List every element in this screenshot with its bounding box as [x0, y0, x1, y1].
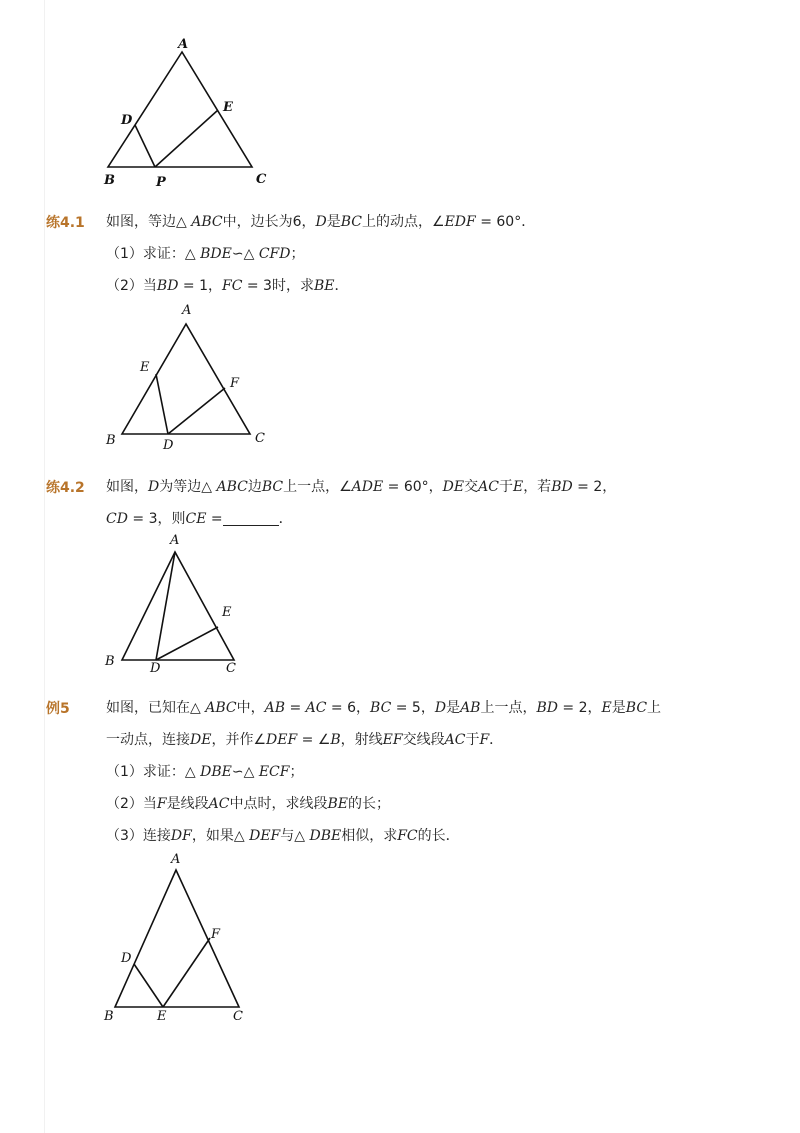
exercise-4-1-line-1	[106, 212, 535, 232]
text: 的长；	[347, 796, 390, 812]
label-b: B	[104, 1009, 114, 1024]
label-d: D	[150, 661, 161, 676]
exercise-4-2-line-2	[106, 509, 293, 529]
label-b: B	[105, 654, 115, 669]
text: （2）当	[106, 796, 157, 812]
figure-triangle-abc-de	[100, 530, 260, 675]
segment-de	[156, 627, 218, 660]
segment-dp	[135, 125, 155, 167]
text: = 1，	[178, 278, 222, 294]
label-e: E	[222, 605, 232, 620]
math: BE	[313, 278, 335, 294]
label-f: F	[230, 376, 240, 391]
math: ABC	[216, 479, 248, 495]
text: ．	[278, 511, 293, 527]
text: =	[285, 700, 306, 716]
label-p: P	[156, 175, 166, 190]
text: = 5，	[391, 700, 435, 716]
text: 上	[647, 700, 662, 716]
math: CE	[185, 511, 207, 527]
segment-ed	[156, 374, 168, 434]
math: ABC	[205, 700, 237, 716]
math: AB	[460, 700, 481, 716]
math: AC	[305, 700, 327, 716]
math: EDF	[444, 214, 476, 230]
triangle-abc	[122, 552, 234, 660]
text: ；	[290, 246, 305, 262]
math: F	[479, 732, 490, 748]
label-e: E	[140, 360, 150, 375]
example-5-line-4	[106, 794, 390, 814]
text: ∽△	[231, 246, 259, 262]
math: FC	[221, 278, 243, 294]
text: = 2，	[557, 700, 602, 716]
math: BD	[536, 700, 558, 716]
exercise-4-1-tag: 练4.1	[46, 215, 85, 231]
label-b: B	[106, 433, 116, 448]
text: 是线段	[166, 796, 209, 812]
math: D	[434, 700, 447, 716]
math: AC	[444, 732, 466, 748]
text: ．	[489, 732, 504, 748]
text: = 2，	[572, 479, 617, 495]
label-c: C	[226, 661, 236, 676]
text: ．	[334, 278, 349, 294]
math: FC	[397, 828, 418, 844]
math: F	[156, 796, 167, 812]
text: = 60°，	[383, 479, 443, 495]
math: ADE	[351, 479, 384, 495]
text: ，射线	[340, 732, 383, 748]
label-d: D	[121, 951, 132, 966]
label-a: A	[171, 852, 181, 867]
math: E	[512, 479, 524, 495]
math: DE	[190, 732, 212, 748]
exercise-4-2-line-1	[106, 477, 616, 497]
figure-2-svg	[100, 298, 280, 453]
segment-ad	[156, 552, 175, 660]
math: DBE	[200, 764, 232, 780]
text: 交	[464, 479, 479, 495]
label-c: C	[255, 431, 265, 446]
text: ∽△	[231, 764, 259, 780]
example-5-line-1	[106, 698, 661, 718]
figure-triangle-abc-def	[100, 298, 280, 453]
text: 上一点，	[480, 700, 537, 716]
math: DEF	[249, 828, 281, 844]
math: BC	[340, 214, 363, 230]
example-5-line-5	[106, 826, 460, 846]
example-5-tag: 例5	[46, 701, 70, 717]
text: ，若	[523, 479, 552, 495]
text: 于	[465, 732, 480, 748]
exercise-4-1-line-2	[106, 244, 304, 264]
figure-triangle-abc-dpe	[100, 38, 280, 188]
math: CFD	[258, 246, 291, 262]
math: BC	[370, 700, 392, 716]
math: ECF	[258, 764, 290, 780]
text: 与△	[280, 828, 310, 844]
segment-pe	[155, 110, 218, 167]
text: ，如果△	[191, 828, 250, 844]
math: BE	[327, 796, 348, 812]
text: （2）当	[106, 278, 157, 294]
text: 交线段	[402, 732, 445, 748]
text: = 60°．	[475, 214, 536, 230]
figure-1-svg	[100, 38, 280, 188]
math: DEF	[266, 732, 298, 748]
math: BD	[551, 479, 573, 495]
label-a: A	[178, 37, 189, 52]
math: D	[315, 214, 327, 230]
figure-triangle-abc-def-2	[100, 850, 260, 1025]
math: DBE	[309, 828, 342, 844]
text: = 6，	[326, 700, 371, 716]
label-d: D	[121, 113, 133, 128]
text: = ∠	[297, 732, 331, 748]
text: =	[206, 511, 223, 527]
text: 上一点，∠	[283, 479, 352, 495]
label-a: A	[170, 533, 180, 548]
math: AC	[478, 479, 499, 495]
math: D	[148, 479, 160, 495]
text: 如图，	[106, 479, 148, 495]
math: B	[330, 732, 341, 748]
text: = 3时，求	[242, 278, 314, 294]
text: ，并作∠	[211, 732, 267, 748]
math: BC	[625, 700, 648, 716]
math: EF	[382, 732, 403, 748]
text: 是	[611, 700, 626, 716]
math: AC	[208, 796, 230, 812]
math: DE	[442, 479, 465, 495]
math: AB	[264, 700, 285, 716]
text: 为等边△	[159, 479, 217, 495]
text: 于	[498, 479, 513, 495]
math: E	[601, 700, 612, 716]
text: 上的动点，∠	[362, 214, 445, 230]
label-b: B	[104, 173, 115, 188]
text: 如图，等边△	[106, 214, 192, 230]
text: 相似，求	[341, 828, 398, 844]
text: ；	[289, 764, 304, 780]
text: （1）求证：△	[106, 246, 201, 262]
text: 如图，已知在△	[106, 700, 206, 716]
segment-df	[168, 388, 225, 434]
example-5-line-3	[106, 762, 303, 782]
text: （1）求证：△	[106, 764, 201, 780]
label-c: C	[233, 1009, 243, 1024]
text: 是	[446, 700, 461, 716]
figure-3-svg	[100, 530, 260, 675]
page-margin-line	[44, 0, 45, 1133]
text: 是	[326, 214, 341, 230]
segment-de	[134, 964, 163, 1007]
text: = 3，则	[127, 511, 186, 527]
label-c: C	[256, 172, 267, 187]
label-d: D	[163, 438, 174, 453]
example-5-line-2	[106, 730, 503, 750]
label-f: F	[211, 927, 221, 942]
text: 的长．	[417, 828, 460, 844]
label-e: E	[223, 100, 233, 115]
text: 中，	[236, 700, 265, 716]
answer-blank[interactable]	[223, 511, 279, 526]
math: CD	[106, 511, 128, 527]
text: 中，边长为6，	[222, 214, 316, 230]
text: 中点时，求线段	[229, 796, 328, 812]
text: 边	[247, 479, 262, 495]
label-e: E	[157, 1009, 167, 1024]
text: 一动点，连接	[106, 732, 190, 748]
math: DF	[170, 828, 192, 844]
math: BC	[261, 479, 284, 495]
math: BD	[156, 278, 179, 294]
label-a: A	[182, 303, 192, 318]
exercise-4-1-line-3	[106, 276, 348, 296]
segment-ef	[163, 938, 210, 1007]
figure-4-svg	[100, 850, 260, 1025]
exercise-4-2-tag: 练4.2	[46, 480, 85, 496]
math: ABC	[191, 214, 223, 230]
math: BDE	[200, 246, 232, 262]
text: （3）连接	[106, 828, 171, 844]
